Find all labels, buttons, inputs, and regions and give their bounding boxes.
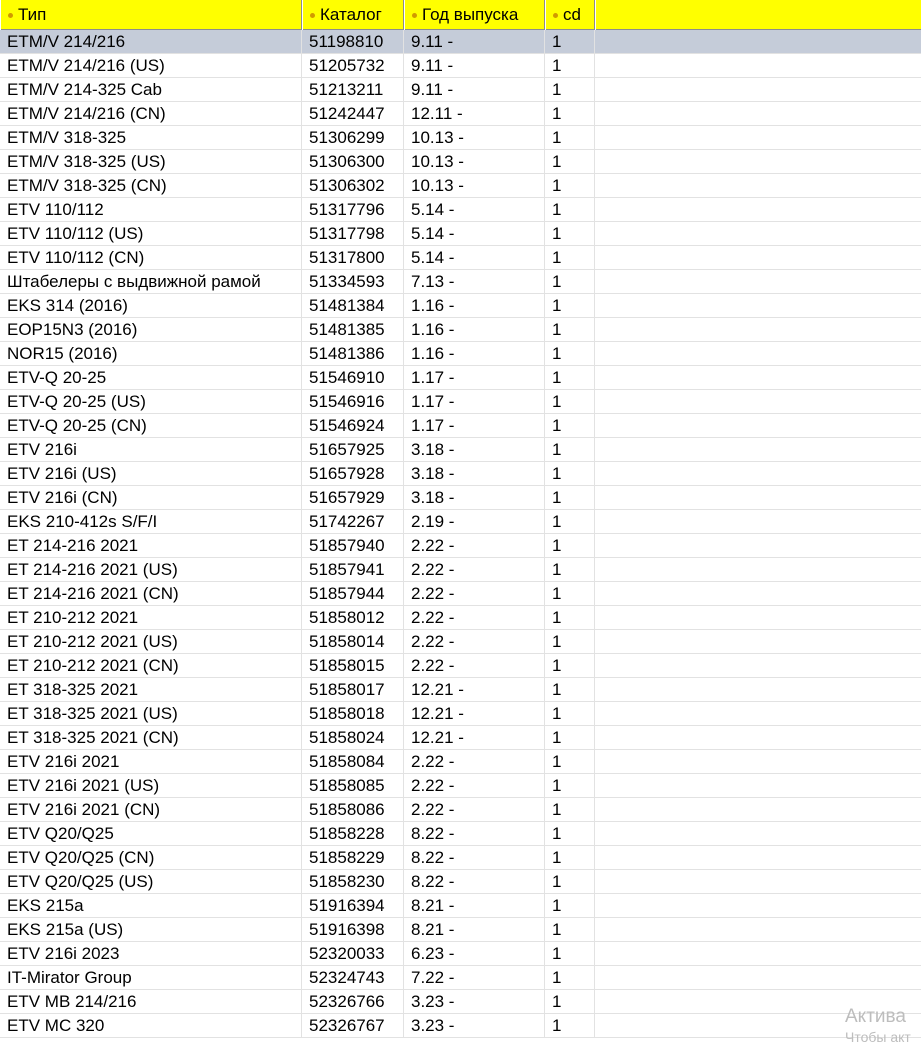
cell-type: ETV Q20/Q25 (US) bbox=[0, 870, 302, 893]
table-row[interactable] bbox=[0, 990, 921, 1014]
cell-type: ETV 216i 2021 bbox=[0, 750, 302, 773]
table-row[interactable] bbox=[0, 150, 921, 174]
cell-filler bbox=[595, 342, 921, 365]
cell-type: ETV 216i (CN) bbox=[0, 486, 302, 509]
cell-type: ETM/V 318-325 (CN) bbox=[0, 174, 302, 197]
table-row[interactable] bbox=[0, 30, 921, 54]
cell-filler bbox=[595, 414, 921, 437]
cell-type: ET 318-325 2021 bbox=[0, 678, 302, 701]
cell-year: 3.23 - bbox=[404, 1014, 545, 1037]
table-row[interactable] bbox=[0, 126, 921, 150]
cell-cd: 1 bbox=[545, 534, 595, 557]
table-body bbox=[0, 30, 921, 1038]
cell-year: 9.11 - bbox=[404, 78, 545, 101]
table-row[interactable] bbox=[0, 366, 921, 390]
table-row[interactable] bbox=[0, 678, 921, 702]
cell-cd: 1 bbox=[545, 942, 595, 965]
cell-cd: 1 bbox=[545, 486, 595, 509]
column-header-cd[interactable] bbox=[545, 0, 595, 30]
cell-cd: 1 bbox=[545, 966, 595, 989]
cell-filler bbox=[595, 558, 921, 581]
table-row[interactable] bbox=[0, 1014, 921, 1038]
cell-catalog: 51858229 bbox=[302, 846, 404, 869]
cell-year: 1.16 - bbox=[404, 318, 545, 341]
cell-cd: 1 bbox=[545, 318, 595, 341]
cell-filler bbox=[595, 462, 921, 485]
cell-catalog: 51306300 bbox=[302, 150, 404, 173]
table-row[interactable] bbox=[0, 558, 921, 582]
cell-filler bbox=[595, 654, 921, 677]
cell-filler bbox=[595, 918, 921, 941]
cell-type: ETV-Q 20-25 (US) bbox=[0, 390, 302, 413]
cell-cd: 1 bbox=[545, 990, 595, 1013]
cell-filler bbox=[595, 966, 921, 989]
cell-type: EKS 215a (US) bbox=[0, 918, 302, 941]
cell-catalog: 51858086 bbox=[302, 798, 404, 821]
cell-cd: 1 bbox=[545, 246, 595, 269]
cell-type: ETV 216i 2021 (US) bbox=[0, 774, 302, 797]
cell-type: IT-Mirator Group bbox=[0, 966, 302, 989]
cell-cd: 1 bbox=[545, 222, 595, 245]
cell-filler bbox=[595, 894, 921, 917]
cell-type: ET 214-216 2021 (US) bbox=[0, 558, 302, 581]
cell-type: ETV Q20/Q25 bbox=[0, 822, 302, 845]
cell-catalog: 51657928 bbox=[302, 462, 404, 485]
cell-filler bbox=[595, 222, 921, 245]
cell-type: ETM/V 318-325 bbox=[0, 126, 302, 149]
cell-year: 3.18 - bbox=[404, 462, 545, 485]
table-row[interactable] bbox=[0, 78, 921, 102]
cell-filler bbox=[595, 318, 921, 341]
column-header-filler bbox=[595, 0, 921, 30]
cell-cd: 1 bbox=[545, 438, 595, 461]
table-row[interactable] bbox=[0, 726, 921, 750]
cell-catalog: 51857944 bbox=[302, 582, 404, 605]
column-header-label: Тип bbox=[18, 5, 47, 24]
cell-filler bbox=[595, 102, 921, 125]
table-row[interactable] bbox=[0, 798, 921, 822]
table-row[interactable] bbox=[0, 414, 921, 438]
cell-year: 10.13 - bbox=[404, 126, 545, 149]
cell-year: 2.22 - bbox=[404, 798, 545, 821]
cell-cd: 1 bbox=[545, 798, 595, 821]
table-header bbox=[0, 0, 921, 30]
cell-catalog: 51858017 bbox=[302, 678, 404, 701]
cell-cd: 1 bbox=[545, 606, 595, 629]
table-row[interactable] bbox=[0, 942, 921, 966]
cell-cd: 1 bbox=[545, 294, 595, 317]
cell-cd: 1 bbox=[545, 582, 595, 605]
cell-year: 6.23 - bbox=[404, 942, 545, 965]
table-row[interactable] bbox=[0, 438, 921, 462]
cell-type: ET 318-325 2021 (US) bbox=[0, 702, 302, 725]
cell-year: 5.14 - bbox=[404, 198, 545, 221]
cell-type: EOP15N3 (2016) bbox=[0, 318, 302, 341]
cell-filler bbox=[595, 774, 921, 797]
cell-filler bbox=[595, 846, 921, 869]
cell-catalog: 51546910 bbox=[302, 366, 404, 389]
cell-type: ETM/V 318-325 (US) bbox=[0, 150, 302, 173]
table-row[interactable] bbox=[0, 606, 921, 630]
cell-cd: 1 bbox=[545, 390, 595, 413]
cell-cd: 1 bbox=[545, 414, 595, 437]
cell-catalog: 51481386 bbox=[302, 342, 404, 365]
cell-year: 8.22 - bbox=[404, 846, 545, 869]
cell-catalog: 51481384 bbox=[302, 294, 404, 317]
cell-cd: 1 bbox=[545, 510, 595, 533]
column-header-year[interactable] bbox=[404, 0, 545, 30]
cell-filler bbox=[595, 582, 921, 605]
table-row[interactable] bbox=[0, 966, 921, 990]
cell-year: 2.22 - bbox=[404, 582, 545, 605]
table-row[interactable] bbox=[0, 222, 921, 246]
cell-filler bbox=[595, 438, 921, 461]
cell-year: 8.21 - bbox=[404, 918, 545, 941]
cell-year: 5.14 - bbox=[404, 222, 545, 245]
cell-filler bbox=[595, 174, 921, 197]
cell-type: ET 214-216 2021 bbox=[0, 534, 302, 557]
cell-catalog: 51857941 bbox=[302, 558, 404, 581]
cell-year: 5.14 - bbox=[404, 246, 545, 269]
column-header-label: Год выпуска bbox=[422, 5, 519, 24]
cell-cd: 1 bbox=[545, 198, 595, 221]
column-header-type[interactable] bbox=[0, 0, 302, 30]
cell-cd: 1 bbox=[545, 726, 595, 749]
cell-type: NOR15 (2016) bbox=[0, 342, 302, 365]
cell-cd: 1 bbox=[545, 54, 595, 77]
cell-catalog: 51198810 bbox=[302, 30, 404, 53]
cell-type: ETV-Q 20-25 (CN) bbox=[0, 414, 302, 437]
cell-year: 2.22 - bbox=[404, 606, 545, 629]
table-row[interactable] bbox=[0, 246, 921, 270]
cell-type: ETV-Q 20-25 bbox=[0, 366, 302, 389]
cell-year: 1.17 - bbox=[404, 414, 545, 437]
cell-catalog: 51317796 bbox=[302, 198, 404, 221]
table-row[interactable] bbox=[0, 702, 921, 726]
table-row[interactable] bbox=[0, 198, 921, 222]
cell-filler bbox=[595, 486, 921, 509]
cell-year: 2.22 - bbox=[404, 654, 545, 677]
cell-type: EKS 210-412s S/F/I bbox=[0, 510, 302, 533]
cell-year: 1.17 - bbox=[404, 390, 545, 413]
cell-filler bbox=[595, 54, 921, 77]
cell-year: 2.22 - bbox=[404, 774, 545, 797]
cell-catalog: 51858084 bbox=[302, 750, 404, 773]
cell-catalog: 51858085 bbox=[302, 774, 404, 797]
cell-catalog: 51858012 bbox=[302, 606, 404, 629]
cell-year: 3.18 - bbox=[404, 438, 545, 461]
sort-dot-icon bbox=[412, 13, 417, 18]
cell-cd: 1 bbox=[545, 654, 595, 677]
cell-type: ETM/V 214/216 (US) bbox=[0, 54, 302, 77]
cell-catalog: 52320033 bbox=[302, 942, 404, 965]
cell-type: ETM/V 214/216 (CN) bbox=[0, 102, 302, 125]
cell-filler bbox=[595, 726, 921, 749]
cell-filler bbox=[595, 198, 921, 221]
column-header-catalog[interactable] bbox=[302, 0, 404, 30]
cell-cd: 1 bbox=[545, 702, 595, 725]
cell-catalog: 51481385 bbox=[302, 318, 404, 341]
cell-catalog: 51858018 bbox=[302, 702, 404, 725]
cell-cd: 1 bbox=[545, 30, 595, 53]
cell-filler bbox=[595, 678, 921, 701]
cell-filler bbox=[595, 534, 921, 557]
cell-catalog: 51306302 bbox=[302, 174, 404, 197]
table-row[interactable] bbox=[0, 870, 921, 894]
cell-type: Штабелеры с выдвижной рамой bbox=[0, 270, 302, 293]
cell-type: ETV 216i bbox=[0, 438, 302, 461]
cell-type: EKS 314 (2016) bbox=[0, 294, 302, 317]
cell-year: 10.13 - bbox=[404, 174, 545, 197]
cell-catalog: 51858228 bbox=[302, 822, 404, 845]
cell-year: 2.22 - bbox=[404, 558, 545, 581]
cell-filler bbox=[595, 750, 921, 773]
cell-year: 7.13 - bbox=[404, 270, 545, 293]
cell-filler bbox=[595, 270, 921, 293]
cell-year: 12.21 - bbox=[404, 678, 545, 701]
table-row[interactable] bbox=[0, 294, 921, 318]
table-row[interactable] bbox=[0, 750, 921, 774]
table-row[interactable] bbox=[0, 630, 921, 654]
cell-year: 1.16 - bbox=[404, 294, 545, 317]
cell-year: 10.13 - bbox=[404, 150, 545, 173]
cell-type: ET 214-216 2021 (CN) bbox=[0, 582, 302, 605]
cell-cd: 1 bbox=[545, 174, 595, 197]
cell-year: 8.22 - bbox=[404, 870, 545, 893]
cell-catalog: 52324743 bbox=[302, 966, 404, 989]
table-row[interactable] bbox=[0, 774, 921, 798]
table-row[interactable] bbox=[0, 654, 921, 678]
cell-filler bbox=[595, 294, 921, 317]
column-header-label: cd bbox=[563, 5, 581, 24]
cell-cd: 1 bbox=[545, 870, 595, 893]
table-row[interactable] bbox=[0, 894, 921, 918]
column-header-label: Каталог bbox=[320, 5, 382, 24]
cell-filler bbox=[595, 30, 921, 53]
cell-catalog: 51916394 bbox=[302, 894, 404, 917]
cell-catalog: 51317800 bbox=[302, 246, 404, 269]
cell-type: ETV 216i 2021 (CN) bbox=[0, 798, 302, 821]
cell-type: ET 318-325 2021 (CN) bbox=[0, 726, 302, 749]
table-row[interactable] bbox=[0, 534, 921, 558]
cell-type: ETM/V 214/216 bbox=[0, 30, 302, 53]
cell-catalog: 51657929 bbox=[302, 486, 404, 509]
cell-type: ETV MC 320 bbox=[0, 1014, 302, 1037]
cell-cd: 1 bbox=[545, 126, 595, 149]
cell-filler bbox=[595, 606, 921, 629]
table-row[interactable] bbox=[0, 318, 921, 342]
cell-type: ET 210-212 2021 (US) bbox=[0, 630, 302, 653]
cell-year: 2.22 - bbox=[404, 630, 545, 653]
cell-filler bbox=[595, 150, 921, 173]
cell-filler bbox=[595, 942, 921, 965]
cell-catalog: 51858230 bbox=[302, 870, 404, 893]
table-row[interactable] bbox=[0, 918, 921, 942]
cell-type: ET 210-212 2021 (CN) bbox=[0, 654, 302, 677]
cell-type: ETV 216i 2023 bbox=[0, 942, 302, 965]
cell-type: ETM/V 214-325 Cab bbox=[0, 78, 302, 101]
cell-catalog: 51858024 bbox=[302, 726, 404, 749]
cell-type: ETV 110/112 (CN) bbox=[0, 246, 302, 269]
sort-dot-icon bbox=[310, 13, 315, 18]
cell-cd: 1 bbox=[545, 342, 595, 365]
cell-cd: 1 bbox=[545, 78, 595, 101]
cell-cd: 1 bbox=[545, 918, 595, 941]
table-row[interactable] bbox=[0, 462, 921, 486]
cell-year: 2.22 - bbox=[404, 750, 545, 773]
cell-filler bbox=[595, 366, 921, 389]
table-row[interactable] bbox=[0, 582, 921, 606]
cell-year: 2.22 - bbox=[404, 534, 545, 557]
cell-filler bbox=[595, 78, 921, 101]
cell-catalog: 51317798 bbox=[302, 222, 404, 245]
table-row[interactable] bbox=[0, 270, 921, 294]
table-row[interactable] bbox=[0, 342, 921, 366]
table-row[interactable] bbox=[0, 486, 921, 510]
cell-filler bbox=[595, 510, 921, 533]
cell-filler bbox=[595, 390, 921, 413]
cell-catalog: 51306299 bbox=[302, 126, 404, 149]
cell-catalog: 51546916 bbox=[302, 390, 404, 413]
cell-type: ET 210-212 2021 bbox=[0, 606, 302, 629]
cell-catalog: 51742267 bbox=[302, 510, 404, 533]
cell-cd: 1 bbox=[545, 366, 595, 389]
cell-cd: 1 bbox=[545, 630, 595, 653]
cell-cd: 1 bbox=[545, 678, 595, 701]
cell-catalog: 51213211 bbox=[302, 78, 404, 101]
cell-cd: 1 bbox=[545, 270, 595, 293]
cell-type: ETV Q20/Q25 (CN) bbox=[0, 846, 302, 869]
cell-type: EKS 215a bbox=[0, 894, 302, 917]
cell-year: 1.17 - bbox=[404, 366, 545, 389]
cell-cd: 1 bbox=[545, 822, 595, 845]
cell-catalog: 51546924 bbox=[302, 414, 404, 437]
cell-type: ETV 216i (US) bbox=[0, 462, 302, 485]
cell-year: 3.18 - bbox=[404, 486, 545, 509]
cell-catalog: 51857940 bbox=[302, 534, 404, 557]
cell-filler bbox=[595, 702, 921, 725]
cell-filler bbox=[595, 798, 921, 821]
cell-catalog: 51205732 bbox=[302, 54, 404, 77]
cell-cd: 1 bbox=[545, 462, 595, 485]
cell-year: 9.11 - bbox=[404, 54, 545, 77]
cell-catalog: 51916398 bbox=[302, 918, 404, 941]
cell-catalog: 52326767 bbox=[302, 1014, 404, 1037]
cell-catalog: 51657925 bbox=[302, 438, 404, 461]
table-row[interactable] bbox=[0, 510, 921, 534]
sort-dot-icon bbox=[8, 13, 13, 18]
cell-cd: 1 bbox=[545, 150, 595, 173]
cell-cd: 1 bbox=[545, 774, 595, 797]
sort-dot-icon bbox=[553, 13, 558, 18]
watermark-line1: Актива bbox=[845, 1006, 906, 1027]
cell-catalog: 51334593 bbox=[302, 270, 404, 293]
cell-year: 8.21 - bbox=[404, 894, 545, 917]
table-row[interactable] bbox=[0, 54, 921, 78]
cell-year: 8.22 - bbox=[404, 822, 545, 845]
cell-filler bbox=[595, 630, 921, 653]
watermark-line2: Чтобы акт bbox=[845, 1029, 911, 1045]
cell-cd: 1 bbox=[545, 1014, 595, 1037]
cell-cd: 1 bbox=[545, 558, 595, 581]
cell-type: ETV MB 214/216 bbox=[0, 990, 302, 1013]
cell-cd: 1 bbox=[545, 846, 595, 869]
table-row[interactable] bbox=[0, 390, 921, 414]
cell-catalog: 52326766 bbox=[302, 990, 404, 1013]
cell-cd: 1 bbox=[545, 750, 595, 773]
cell-year: 1.16 - bbox=[404, 342, 545, 365]
cell-cd: 1 bbox=[545, 894, 595, 917]
cell-catalog: 51858014 bbox=[302, 630, 404, 653]
cell-year: 7.22 - bbox=[404, 966, 545, 989]
cell-year: 12.11 - bbox=[404, 102, 545, 125]
activation-watermark bbox=[845, 1006, 921, 1050]
table-row[interactable] bbox=[0, 822, 921, 846]
cell-filler bbox=[595, 246, 921, 269]
cell-year: 12.21 - bbox=[404, 702, 545, 725]
cell-type: ETV 110/112 bbox=[0, 198, 302, 221]
cell-catalog: 51242447 bbox=[302, 102, 404, 125]
table-row[interactable] bbox=[0, 846, 921, 870]
cell-filler bbox=[595, 126, 921, 149]
table-row[interactable] bbox=[0, 102, 921, 126]
cell-year: 2.19 - bbox=[404, 510, 545, 533]
cell-year: 3.23 - bbox=[404, 990, 545, 1013]
cell-cd: 1 bbox=[545, 102, 595, 125]
cell-year: 12.21 - bbox=[404, 726, 545, 749]
cell-filler bbox=[595, 822, 921, 845]
cell-catalog: 51858015 bbox=[302, 654, 404, 677]
cell-type: ETV 110/112 (US) bbox=[0, 222, 302, 245]
cell-year: 9.11 - bbox=[404, 30, 545, 53]
table-row[interactable] bbox=[0, 174, 921, 198]
cell-filler bbox=[595, 870, 921, 893]
